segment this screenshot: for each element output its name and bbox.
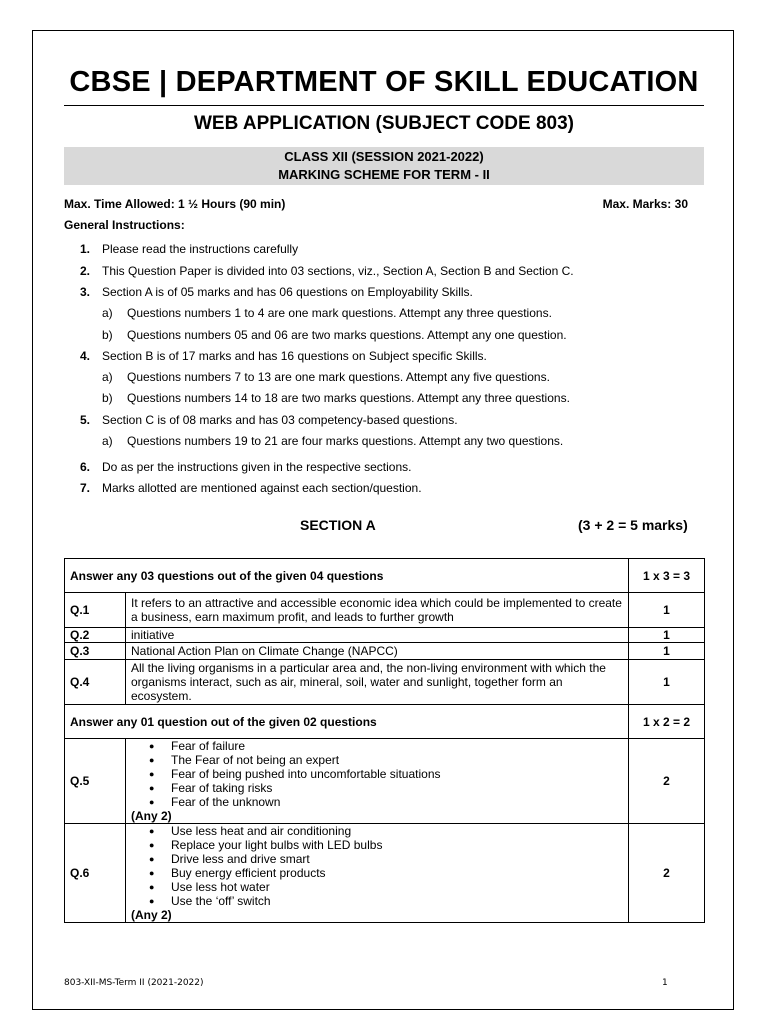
answer-text: initiative — [126, 628, 629, 643]
list-item: ● Fear of the unknown — [171, 795, 623, 809]
answer-text: All the living organisms in a particular area and, the non-living environment with which the organisms interact, such as air, mineral, soil, water and sunlight, together form an ecosystem. — [126, 660, 629, 705]
section-a-marks: (3 + 2 = 5 marks) — [578, 517, 688, 533]
any-note: (Any 2) — [131, 809, 172, 823]
table-row — [65, 593, 705, 628]
list-item: ● Use less heat and air conditioning — [171, 824, 623, 838]
max-time: Max. Time Allowed: 1 ½ Hours (90 min) — [64, 197, 286, 211]
question-marks: 1 — [629, 628, 705, 643]
table-row — [65, 739, 705, 824]
question-label: Q.1 — [65, 593, 126, 628]
group-instruction: Answer any 01 question out of the given 02 questions — [65, 705, 629, 739]
general-instructions-heading: General Instructions: — [64, 218, 185, 232]
list-item: ● Fear of being pushed into uncomfortable situations — [171, 767, 623, 781]
list-item: ● Fear of taking risks — [171, 781, 623, 795]
table-row — [65, 628, 705, 643]
question-label: Q.4 — [65, 660, 126, 705]
question-label: Q.3 — [65, 643, 126, 660]
list-item: ● Fear of failure — [171, 739, 623, 753]
answer-bullet-list — [131, 824, 623, 908]
question-marks: 1 — [629, 593, 705, 628]
max-marks: Max. Marks: 30 — [602, 197, 688, 211]
footer-code: 803-XII-MS-Term II (2021-2022) — [64, 978, 204, 988]
section-a-title: SECTION A — [300, 517, 376, 533]
title-underline — [64, 105, 704, 106]
document-title: CBSE | DEPARTMENT OF SKILL EDUCATION — [69, 66, 699, 98]
subject-title: WEB APPLICATION (SUBJECT CODE 803) — [193, 113, 575, 134]
class-session-line: CLASS XII (SESSION 2021-2022) — [284, 149, 484, 164]
question-label: Q.6 — [65, 824, 126, 923]
question-label: Q.2 — [65, 628, 126, 643]
question-marks: 1 — [629, 643, 705, 660]
table-row — [65, 824, 705, 923]
list-item: ● Drive less and drive smart — [171, 852, 623, 866]
list-item: ● Use the ‘off’ switch — [171, 894, 623, 908]
class-session-band — [64, 147, 704, 185]
group-marks: 1 x 3 = 3 — [629, 559, 705, 593]
table-row — [65, 643, 705, 660]
any-note: (Any 2) — [131, 908, 172, 922]
answer-cell — [126, 739, 629, 824]
answer-text: It refers to an attractive and accessible economic idea which could be implemented to create a business, earn maximum profit, and leads to further growth — [126, 593, 629, 628]
list-item: ● Replace your light bulbs with LED bulbs — [171, 838, 623, 852]
list-item: ● The Fear of not being an expert — [171, 753, 623, 767]
group-marks: 1 x 2 = 2 — [629, 705, 705, 739]
answer-cell — [126, 824, 629, 923]
question-marks: 1 — [629, 660, 705, 705]
list-item: ● Use less hot water — [171, 880, 623, 894]
group-instruction: Answer any 03 questions out of the given 04 questions — [65, 559, 629, 593]
question-marks: 2 — [629, 824, 705, 923]
question-marks: 2 — [629, 739, 705, 824]
page-number: 1 — [662, 978, 668, 988]
marking-scheme-line: MARKING SCHEME FOR TERM - II — [278, 167, 490, 182]
answer-text: National Action Plan on Climate Change (NAPCC) — [126, 643, 629, 660]
answer-bullet-list — [131, 739, 623, 809]
question-label: Q.5 — [65, 739, 126, 824]
group-instruction-row — [65, 559, 705, 593]
section-a-table — [64, 558, 705, 923]
table-row — [65, 660, 705, 705]
group-instruction-row — [65, 705, 705, 739]
list-item: ● Buy energy efficient products — [171, 866, 623, 880]
